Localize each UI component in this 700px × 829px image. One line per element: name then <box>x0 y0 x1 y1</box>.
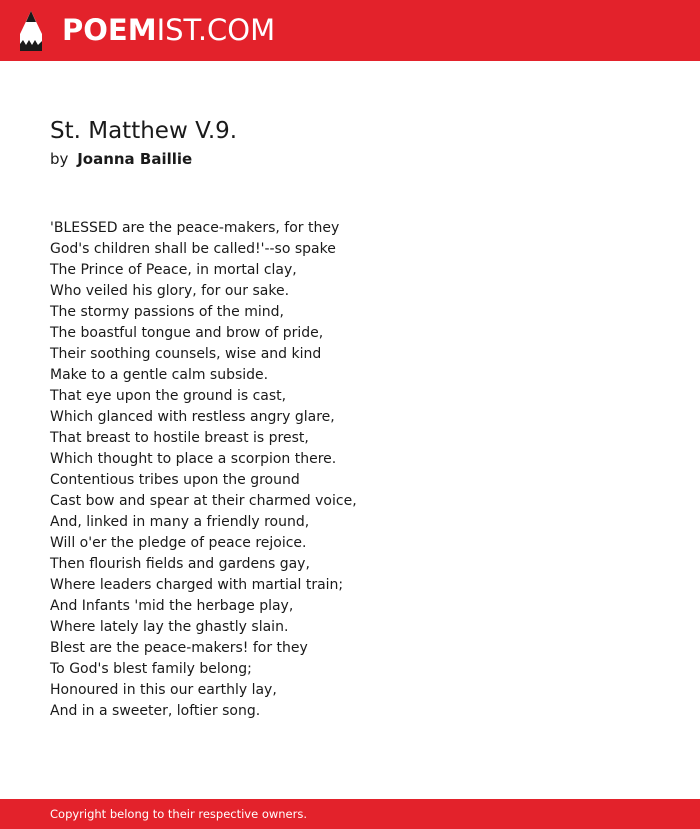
poem-line: Will o'er the pledge of peace rejoice. <box>50 535 307 551</box>
poem-title: St. Matthew V.9. <box>50 118 238 144</box>
site-footer <box>0 799 700 829</box>
poem-line: And, linked in many a friendly round, <box>50 514 310 530</box>
poem-line: Their soothing counsels, wise and kind <box>50 346 322 362</box>
poem-line: Where leaders charged with martial train; <box>50 577 344 593</box>
copyright-text: Copyright belong to their respective owners. <box>50 807 308 821</box>
poem-body <box>50 218 650 722</box>
site-logo-text[interactable] <box>62 12 275 48</box>
pencil-icon <box>18 10 44 52</box>
poem-line: To God's blest family belong; <box>50 661 252 677</box>
site-header <box>0 0 700 61</box>
poem-line: The Prince of Peace, in mortal clay, <box>50 262 297 278</box>
poem-line: Make to a gentle calm subside. <box>50 367 269 383</box>
poem-line: Where lately lay the ghastly slain. <box>50 619 289 635</box>
poem-line: Who veiled his glory, for our sake. <box>50 283 290 299</box>
poem-line: Cast bow and spear at their charmed voice, <box>50 493 357 509</box>
byline <box>50 148 192 170</box>
poem-line: That eye upon the ground is cast, <box>50 388 287 404</box>
poem-line: The stormy passions of the mind, <box>50 304 284 320</box>
logo-text-bold: POEM <box>62 13 157 47</box>
poem-line: Then flourish fields and gardens gay, <box>50 556 310 572</box>
poem-line: God's children shall be called!'--so spake <box>50 241 336 257</box>
poem-line: Which glanced with restless angry glare, <box>50 409 335 425</box>
poem-line: Honoured in this our earthly lay, <box>50 682 277 698</box>
poem-line: And Infants 'mid the herbage play, <box>50 598 294 614</box>
poem-line: Contentious tribes upon the ground <box>50 472 300 488</box>
poem-line: The boastful tongue and brow of pride, <box>50 325 324 341</box>
poem-line: That breast to hostile breast is prest, <box>50 430 309 446</box>
logo-text-light: IST.COM <box>156 13 276 47</box>
poem-line: And in a sweeter, loftier song. <box>50 703 261 719</box>
poem-line: 'BLESSED are the peace-makers, for they <box>50 220 340 236</box>
author-name: Joanna Baillie <box>77 150 193 168</box>
by-label: by <box>50 150 69 168</box>
poem-line: Which thought to place a scorpion there. <box>50 451 337 467</box>
poem-line: Blest are the peace-makers! for they <box>50 640 308 656</box>
